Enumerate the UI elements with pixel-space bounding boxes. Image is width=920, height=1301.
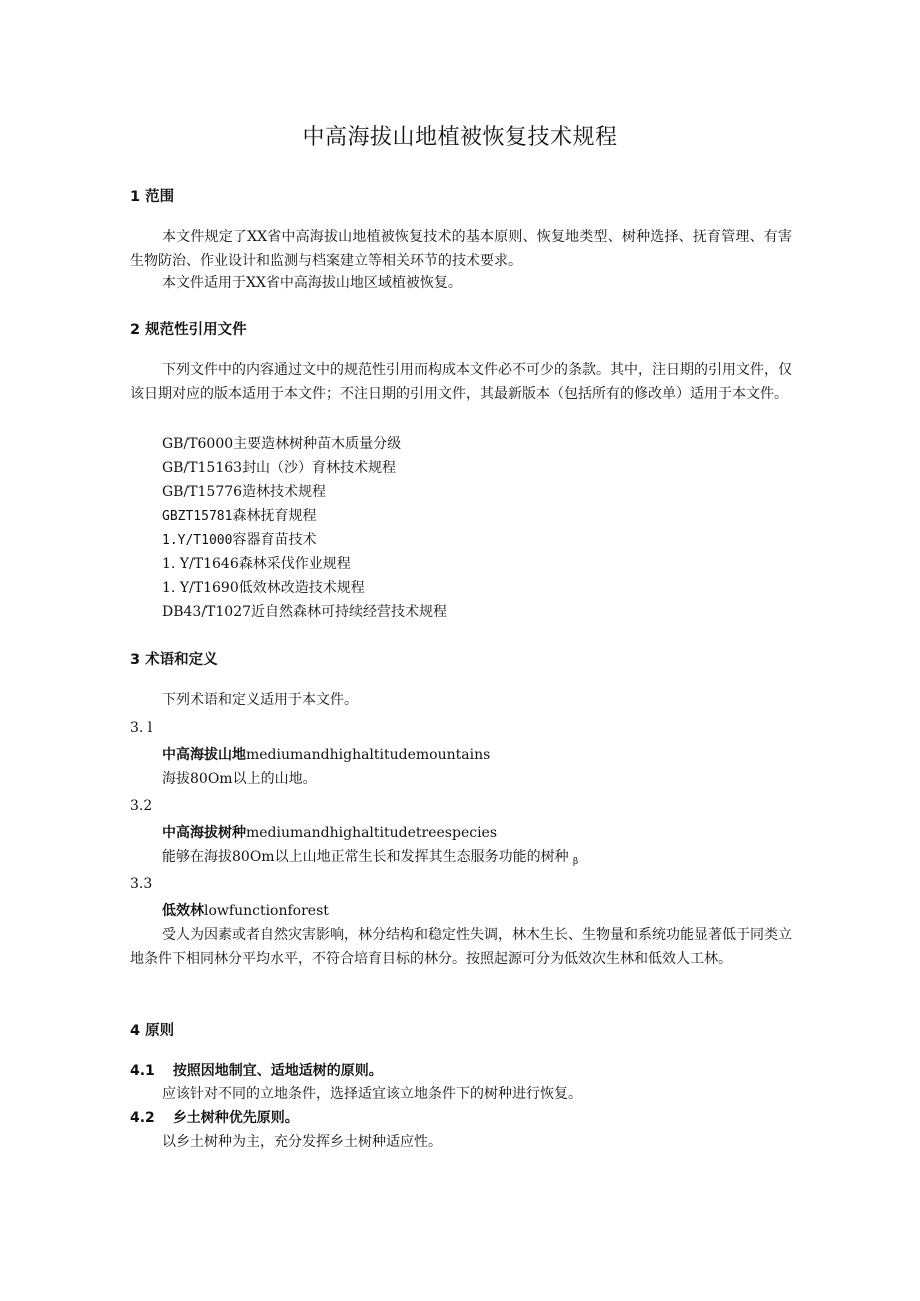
principle-text: 以乡土树种为主，充分发挥乡土树种适应性。 bbox=[162, 1134, 442, 1150]
section-heading-terms: 3 术语和定义 bbox=[130, 652, 218, 668]
reference-item: GB/T15163封山（沙）育林技术规程 bbox=[162, 460, 397, 476]
term-definition: 海拔80Om以上的山地。 bbox=[162, 771, 317, 787]
references-paragraph: 下列文件中的内容通过文中的规范性引用而构成本文件必不可少的条款。其中，注日期的引用文件，仅该日期对应的版本适用于本文件；不注日期的引用文件，其最新版本（包括所有的修改单）适用于本文件。 bbox=[130, 362, 792, 402]
principle-heading: 4.1 按照因地制宜、适地适树的原则。 bbox=[130, 1063, 383, 1079]
reference-item: GB/T15776造林技术规程 bbox=[162, 484, 327, 500]
reference-item: 1.Y/T1000容器育苗技术 bbox=[162, 532, 317, 548]
section-heading-principles: 4 原则 bbox=[130, 1023, 175, 1039]
term-title: 中高海拔山地mediumandhighaltitudemountains bbox=[162, 747, 491, 763]
reference-item: 1. Y/T1646森林采伐作业规程 bbox=[162, 556, 351, 572]
scope-paragraph-2: 本文件适用于XX省中高海拔山地区域植被恢复。 bbox=[162, 275, 462, 291]
term-number: 3. l bbox=[130, 720, 153, 736]
section-heading-scope: 1 范围 bbox=[130, 189, 175, 205]
term-number: 3.2 bbox=[130, 798, 153, 814]
reference-item: DB43/T1027近自然森林可持续经营技术规程 bbox=[162, 604, 448, 620]
terms-intro: 下列术语和定义适用于本文件。 bbox=[162, 692, 358, 708]
section-heading-normative-references: 2 规范性引用文件 bbox=[130, 322, 247, 338]
principle-text: 应该针对不同的立地条件，选择适宜该立地条件下的树种进行恢复。 bbox=[162, 1086, 582, 1102]
principle-heading: 4.2 乡土树种优先原则。 bbox=[130, 1110, 299, 1126]
term-number: 3.3 bbox=[130, 876, 153, 892]
reference-item: 1. Y/T1690低效林改造技术规程 bbox=[162, 580, 365, 596]
term-definition: 受人为因素或者自然灾害影响，林分结构和稳定性失调，林木生长、生物量和系统功能显著低于同类立地条件下相同林分平均水平，不符合培育目标的林分。按照起源可分为低效次生林和低效人工林。 bbox=[130, 927, 792, 967]
term-title: 低效林lowfunctionforest bbox=[162, 903, 329, 919]
reference-item: GBZT15781森林抚育规程 bbox=[162, 508, 317, 524]
scope-paragraph-1: 本文件规定了XX省中高海拔山地植被恢复技术的基本原则、恢复地类型、树种选择、抚育管理、有害生物防治、作业设计和监测与档案建立等相关环节的技术要求。 bbox=[130, 229, 792, 269]
term-title: 中高海拔树种mediumandhighaltitudetreespecies bbox=[162, 825, 498, 841]
reference-item: GB/T6000主要造林树种苗木质量分级 bbox=[162, 436, 402, 452]
term-definition: 能够在海拔80Om以上山地正常生长和发挥其生态服务功能的树种 $_\beta$ bbox=[162, 849, 579, 867]
document-title: 中高海拔山地植被恢复技术规程 bbox=[302, 125, 618, 150]
